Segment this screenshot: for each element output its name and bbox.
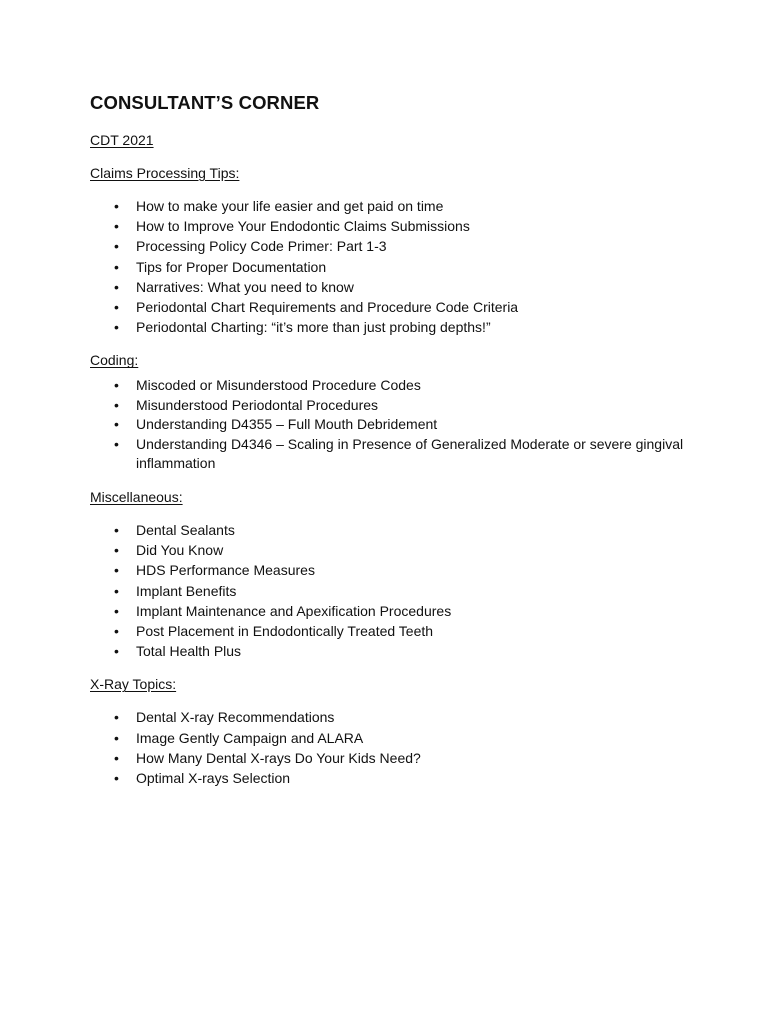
coding-heading[interactable]: Coding: (90, 352, 139, 369)
list-item[interactable] (90, 376, 690, 396)
list-item[interactable] (90, 277, 690, 297)
list-item-label: Implant Benefits (136, 582, 237, 599)
claims-processing-tips-heading[interactable]: Claims Processing Tips: (90, 165, 240, 181)
bullet-icon: • (114, 602, 119, 619)
miscellaneous-heading[interactable]: Miscellaneous: (90, 488, 183, 505)
list-item-label: Implant Maintenance and Apexification Procedures (136, 602, 452, 619)
list-item[interactable] (90, 641, 690, 661)
list-item[interactable] (90, 520, 690, 540)
bullet-icon: • (114, 769, 119, 786)
bullet-icon: • (114, 435, 119, 452)
list-item[interactable] (90, 396, 690, 416)
list-item-label: Understanding D4355 – Full Mouth Debridement (136, 416, 438, 433)
list-item-label: Post Placement in Endodontically Treated Teeth (136, 622, 434, 639)
page-title: CONSULTANT’S CORNER (90, 92, 320, 113)
bullet-icon: • (114, 622, 119, 639)
list-item[interactable] (90, 748, 690, 768)
list-item-label: Processing Policy Code Primer: Part 1-3 (136, 238, 387, 255)
list-item-label: How to Improve Your Endodontic Claims Submissions (136, 218, 470, 235)
list-item[interactable] (90, 236, 690, 256)
list-item-label: Dental X-ray Recommendations (136, 709, 335, 726)
list-item-label: HDS Performance Measures (136, 562, 315, 579)
list-item[interactable] (90, 257, 690, 277)
document-page (90, 92, 690, 802)
list-item[interactable] (90, 196, 690, 216)
list-item-label: Periodontal Charting: “it’s more than just probing depths!” (136, 319, 491, 336)
bullet-icon: • (114, 709, 119, 726)
bullet-icon: • (114, 299, 119, 316)
list-item-label: Tips for Proper Documentation (136, 258, 327, 275)
coding-list (90, 376, 690, 474)
x-ray-topics-list (90, 707, 690, 788)
cdt-2021-link[interactable]: CDT 2021 (90, 132, 154, 148)
bullet-icon: • (114, 416, 119, 433)
bullet-icon: • (114, 377, 119, 394)
bullet-icon: • (114, 582, 119, 599)
list-item[interactable] (90, 540, 690, 560)
list-item-label: Narratives: What you need to know (136, 278, 354, 295)
claims-processing-list (90, 196, 690, 337)
list-item[interactable] (90, 297, 690, 317)
x-ray-topics-heading[interactable]: X-Ray Topics: (90, 676, 177, 693)
list-item[interactable] (90, 435, 690, 474)
bullet-icon: • (114, 542, 119, 559)
bullet-icon: • (114, 238, 119, 255)
list-item[interactable] (90, 601, 690, 621)
list-item-label: How Many Dental X-rays Do Your Kids Need? (136, 749, 421, 766)
list-item-label: Image Gently Campaign and ALARA (136, 729, 364, 746)
list-item[interactable] (90, 768, 690, 788)
bullet-icon: • (114, 521, 119, 538)
list-item-label: Miscoded or Misunderstood Procedure Codes (136, 377, 421, 394)
list-item[interactable] (90, 560, 690, 580)
list-item[interactable] (90, 581, 690, 601)
list-item[interactable] (90, 216, 690, 236)
miscellaneous-list (90, 520, 690, 661)
list-item[interactable] (90, 415, 690, 435)
list-item-label: Total Health Plus (136, 643, 242, 660)
bullet-icon: • (114, 643, 119, 660)
list-item[interactable] (90, 707, 690, 727)
list-item-label: Understanding D4346 – Scaling in Presence of Generalized Moderate or severe gingival inflammation (136, 435, 684, 472)
list-item[interactable] (90, 621, 690, 641)
bullet-icon: • (114, 562, 119, 579)
list-item-label: Did You Know (136, 542, 224, 559)
list-item-label: Periodontal Chart Requirements and Procedure Code Criteria (136, 299, 519, 316)
list-item-label: Optimal X-rays Selection (136, 769, 291, 786)
bullet-icon: • (114, 396, 119, 413)
bullet-icon: • (114, 218, 119, 235)
bullet-icon: • (114, 278, 119, 295)
list-item-label: Misunderstood Periodontal Procedures (136, 396, 379, 413)
bullet-icon: • (114, 258, 119, 275)
list-item[interactable] (90, 728, 690, 748)
bullet-icon: • (114, 319, 119, 336)
list-item-label: Dental Sealants (136, 521, 235, 538)
list-item-label: How to make your life easier and get paid on time (136, 198, 444, 214)
bullet-icon: • (114, 729, 119, 746)
list-item[interactable] (90, 317, 690, 337)
bullet-icon: • (114, 198, 119, 214)
bullet-icon: • (114, 749, 119, 766)
